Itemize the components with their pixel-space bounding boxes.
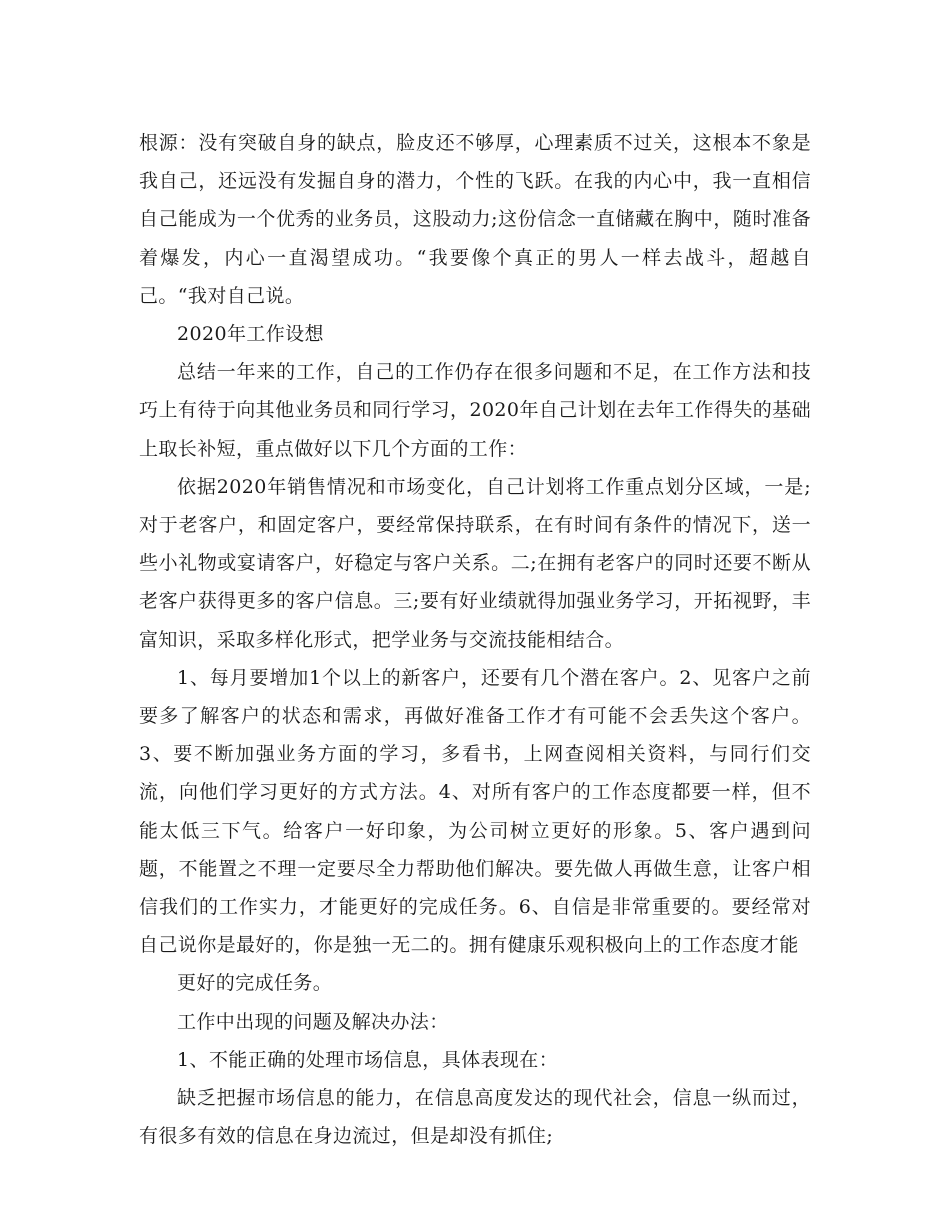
heading-market-info: 1、不能正确的处理市场信息，具体表现在： <box>177 1048 559 1071</box>
paragraph-year-summary: 总结一年来的工作，自己的工作仍存在很多问题和不足，在工作方法和技巧上有待于向其他业务员和同行学习，2020年自己计划在去年工作得失的基础上取长补短，重点做好以下几个方面的工作： <box>139 361 811 460</box>
document-body <box>139 124 811 1155</box>
paragraph-action-items: 1、每月要增加1个以上的新客户，还要有几个潜在客户。2、见客户之前要多了解客户的状态和需求，再做好准备工作才有可能不会丢失这个客户。3、要不断加强业务方面的学习，多看书，上网查阅相关资料，与同行们交流，向他们学习更好的方式方法。4、对所有客户的工作态度都要一样，但不能太低三下气。给客户一好印象，为公司树立更好的形象。5、客户遇到问题，不能置之不理一定要尽全力帮助他们解决。要先做人再做生意，让客户相信我们的工作实力，才能更好的完成任务。6、自信是非常重要的。要经常对自己说你是最好的，你是独一无二的。拥有健康乐观积极向上的工作态度才能 <box>139 666 811 957</box>
paragraph-complete-task: 更好的完成任务。 <box>177 972 333 995</box>
heading-2020-plan: 2020年工作设想 <box>177 323 324 346</box>
paragraph-market-info-detail: 缺乏把握市场信息的能力，在信息高度发达的现代社会，信息一纵而过，有很多有效的信息在身边流过，但是却没有抓住; <box>139 1087 811 1148</box>
paragraph-root-cause: 根源：没有突破自身的缺点，脸皮还不够厚，心理素质不过关，这根本不象是我自己，还远没有发掘自身的潜力，个性的飞跃。在我的内心中，我一直相信自己能成为一个优秀的业务员，这股动力;这份信念一直储藏在胸中，随时准备着爆发，内心一直渴望成功。“我要像个真正的男人一样去战斗，超越自己。“我对自己说。 <box>139 132 811 307</box>
paragraph-region-plan: 依据2020年销售情况和市场变化，自己计划将工作重点划分区域，一是;对于老客户，和固定客户，要经常保持联系，在有时间有条件的情况下，送一些小礼物或宴请客户，好稳定与客户关系。二;在拥有老客户的同时还要不断从老客户获得更多的客户信息。三;要有好业绩就得加强业务学习，开拓视野，丰富知识，采取多样化形式，把学业务与交流技能相结合。 <box>139 475 811 651</box>
heading-problems-solutions: 工作中出现的问题及解决办法： <box>177 1010 449 1033</box>
